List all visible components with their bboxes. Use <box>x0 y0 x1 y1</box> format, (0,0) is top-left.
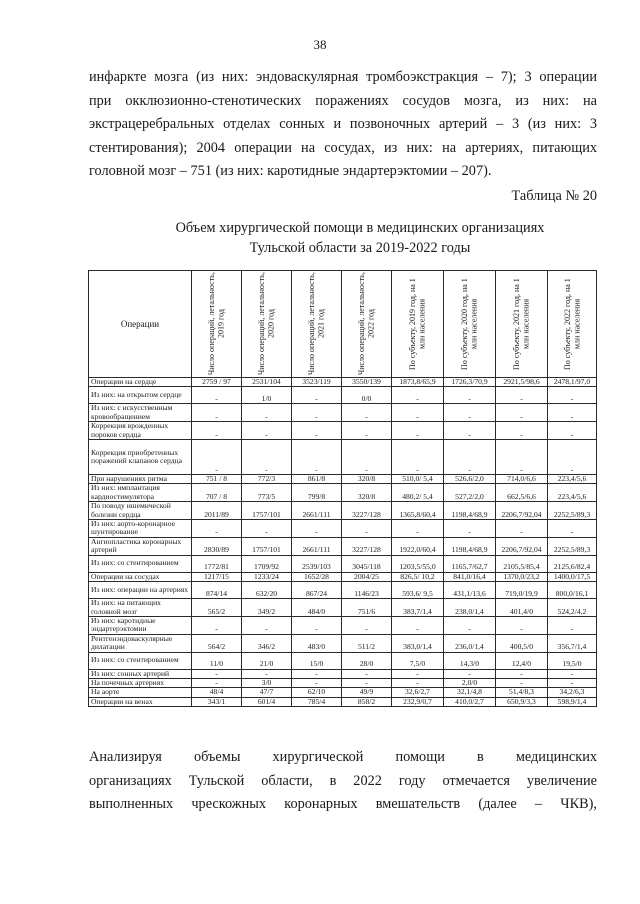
row-label: По поводу ишемической болезни сердца <box>89 502 192 520</box>
table-row <box>89 572 597 581</box>
table-cell: 383,7/1,4 <box>392 599 444 617</box>
table-cell: - <box>444 616 496 634</box>
table-cell: - <box>242 669 292 678</box>
table-cell: 2759 / 97 <box>192 378 242 387</box>
table-cell: 2661/111 <box>292 537 342 555</box>
table-cell: 2478,1/97,0 <box>548 378 597 387</box>
table-cell: - <box>192 520 242 538</box>
table-cell: 12,4/0 <box>496 652 548 669</box>
table-cell: - <box>242 520 292 538</box>
table-cell: 3550/139 <box>342 378 392 387</box>
table-cell: 21/0 <box>242 652 292 669</box>
table-cell: - <box>548 387 597 404</box>
table-cell: 1772/81 <box>192 555 242 572</box>
table-cell: 383,0/1,4 <box>392 634 444 652</box>
table-row <box>89 475 597 484</box>
table-cell: - <box>548 440 597 475</box>
table-row <box>89 555 597 572</box>
table-cell: 593,6/ 9,5 <box>392 582 444 599</box>
table-cell: 2252,5/89,3 <box>548 502 597 520</box>
table-cell: - <box>342 616 392 634</box>
table-cell: 1652/28 <box>292 572 342 581</box>
table-row <box>89 520 597 538</box>
table-cell: - <box>292 669 342 678</box>
header-label: Число операций, летальность, 2021 год <box>307 272 326 376</box>
table-cell: 1233/24 <box>242 572 292 581</box>
table-cell: 2011/89 <box>192 502 242 520</box>
table-cell: 598,9/1,4 <box>548 697 597 706</box>
table-cell: - <box>342 422 392 440</box>
table-title-line: Объем хирургической помощи в медицинских организациях <box>175 220 545 236</box>
table-cell: 841,0/16,4 <box>444 572 496 581</box>
table-row <box>89 537 597 555</box>
table-row <box>89 582 597 599</box>
table-cell: 785/4 <box>292 697 342 706</box>
table-cell: 3227/128 <box>342 537 392 555</box>
header-2019-per-million <box>392 271 444 378</box>
table-cell: - <box>242 616 292 634</box>
table-row <box>89 404 597 422</box>
table-row <box>89 697 597 706</box>
table-cell: 3045/118 <box>342 555 392 572</box>
table-cell: - <box>392 678 444 687</box>
table-cell: - <box>192 669 242 678</box>
table-cell: - <box>548 422 597 440</box>
table-cell: 1757/101 <box>242 502 292 520</box>
table-cell: - <box>444 404 496 422</box>
table-cell: 2125,6/82,4 <box>548 555 597 572</box>
table-cell: 2539/103 <box>292 555 342 572</box>
table-cell: 1/0 <box>242 387 292 404</box>
table-cell: - <box>392 422 444 440</box>
table-cell: 1165,7/62,7 <box>444 555 496 572</box>
table-cell: - <box>496 669 548 678</box>
table-cell: 3/0 <box>242 678 292 687</box>
outro-line: организациях Тульской области, в 2022 году отмечается увеличение <box>89 772 597 789</box>
table-row <box>89 378 597 387</box>
table-cell: 62/10 <box>292 688 342 697</box>
table-cell: 410,0/2,7 <box>444 697 496 706</box>
table-label: Таблица № 20 <box>511 188 597 204</box>
table-row <box>89 599 597 617</box>
table-cell: 650,9/3,3 <box>496 697 548 706</box>
table-row <box>89 422 597 440</box>
row-label: Из них: сонных артерий <box>89 669 192 678</box>
row-label: Коррекция приобретенных поражений клапанов сердца <box>89 440 192 475</box>
table-cell: 564/2 <box>192 634 242 652</box>
table-cell: - <box>342 678 392 687</box>
intro-line: при окклюзионно-стенотических поражениях сосудов мозга, из них: на <box>89 92 597 109</box>
table-cell: - <box>192 440 242 475</box>
table-cell: 662,5/6,6 <box>496 484 548 502</box>
row-label: Из них: с искусственным кровообращением <box>89 404 192 422</box>
table-cell: 1217/15 <box>192 572 242 581</box>
table-cell: 2921,5/98,6 <box>496 378 548 387</box>
table-cell: 1922,0/60,4 <box>392 537 444 555</box>
table-cell: 1873,8/65,9 <box>392 378 444 387</box>
table-cell: 356,7/1,4 <box>548 634 597 652</box>
table-cell: 2206,7/92,04 <box>496 502 548 520</box>
table-cell: 2830/89 <box>192 537 242 555</box>
table-cell: - <box>496 422 548 440</box>
table-cell: - <box>242 440 292 475</box>
table-cell: 223,4/5,6 <box>548 475 597 484</box>
table-cell: - <box>496 678 548 687</box>
table-cell: 401,4/0 <box>496 599 548 617</box>
table-cell: 48/4 <box>192 688 242 697</box>
table-cell: 773/5 <box>242 484 292 502</box>
table-title <box>80 218 640 258</box>
row-label: На почечных артериях <box>89 678 192 687</box>
row-label: Операции на сердце <box>89 378 192 387</box>
header-label: Число операций, летальность, 2020 год <box>257 272 276 376</box>
table-cell: - <box>292 616 342 634</box>
table-row <box>89 484 597 502</box>
table-cell: 320/8 <box>342 484 392 502</box>
table-cell: - <box>444 520 496 538</box>
table-cell: 772/3 <box>242 475 292 484</box>
table-cell: 874/14 <box>192 582 242 599</box>
table-cell: 858/2 <box>342 697 392 706</box>
row-label: Из них: на открытом сердце <box>89 387 192 404</box>
table-cell: 751 / 8 <box>192 475 242 484</box>
table-cell: - <box>548 669 597 678</box>
table-cell: 232,9/0,7 <box>392 697 444 706</box>
row-label: Рентгенэндоваскулярные дилатации <box>89 634 192 652</box>
table-row <box>89 616 597 634</box>
row-label: Из них: аорто-коронарное шунтирование <box>89 520 192 538</box>
table-cell: - <box>292 678 342 687</box>
table-cell: 28/0 <box>342 652 392 669</box>
row-label: Из них: на питающих головной мозг <box>89 599 192 617</box>
table-cell: 1370,0/23,2 <box>496 572 548 581</box>
table-cell: - <box>444 387 496 404</box>
table-cell: 2206,7/92,04 <box>496 537 548 555</box>
table-cell: - <box>292 387 342 404</box>
table-cell: 510,0/ 5,4 <box>392 475 444 484</box>
table-body <box>89 378 597 707</box>
table-cell: 431,1/13,6 <box>444 582 496 599</box>
table-cell: - <box>292 404 342 422</box>
intro-paragraph <box>89 66 597 184</box>
intro-line: стентирования); 2004 операции на сосудах, из них: на артериях, питающих <box>89 139 597 156</box>
header-2019-count <box>192 271 242 378</box>
table-cell: 1757/101 <box>242 537 292 555</box>
intro-line: инфаркте мозга (из них: эндоваскулярная тромбоэкстракция – 7); 3 операции <box>89 69 597 85</box>
table-cell: 7,5/0 <box>392 652 444 669</box>
header-2020-count <box>242 271 292 378</box>
outro-line: выполненных чрескожных коронарных вмешательств (далее – ЧКВ), <box>89 796 597 813</box>
outro-line: Анализируя объемы хирургической помощи в медицинских <box>89 749 597 765</box>
table-cell: - <box>342 520 392 538</box>
table-row <box>89 634 597 652</box>
header-2020-per-million <box>444 271 496 378</box>
table-cell: 1400,0/17,5 <box>548 572 597 581</box>
table-cell: - <box>242 404 292 422</box>
table-cell: 632/20 <box>242 582 292 599</box>
table-cell: - <box>496 616 548 634</box>
table-header-row <box>89 271 597 378</box>
table-cell: 480,2/ 5,4 <box>392 484 444 502</box>
table-cell: - <box>192 678 242 687</box>
page-number: 38 <box>313 37 327 52</box>
table-cell: - <box>548 678 597 687</box>
row-label: Из них: со стентированием <box>89 652 192 669</box>
intro-line: головной мозг – 751 (из них: каротидные эндартерэктомии – 207). <box>89 163 492 180</box>
table-row <box>89 678 597 687</box>
header-label: Число операций, летальность, 2022 год <box>357 272 376 376</box>
table-cell: 1709/92 <box>242 555 292 572</box>
row-label: Из них: имплантация кардиостимулятора <box>89 484 192 502</box>
table-cell: 15/0 <box>292 652 342 669</box>
table-cell: - <box>496 404 548 422</box>
table-cell: 236,0/1,4 <box>444 634 496 652</box>
table-cell: 2004/25 <box>342 572 392 581</box>
table-cell: - <box>548 404 597 422</box>
table-cell: 49/9 <box>342 688 392 697</box>
table-row <box>89 502 597 520</box>
table-cell: - <box>342 669 392 678</box>
intro-line: экстрацеребральных отделах сонных и позвоночных артерий – 3 (из них: 3 <box>89 116 597 133</box>
table-cell: 1203,5/55,0 <box>392 555 444 572</box>
table-cell: 1198,4/68,9 <box>444 502 496 520</box>
row-label: На аорте <box>89 688 192 697</box>
table-cell: 526,6/2,0 <box>444 475 496 484</box>
table-cell: 601/4 <box>242 697 292 706</box>
header-label: Число операций, летальность, 2019 год <box>207 272 226 376</box>
table-cell: 483/0 <box>292 634 342 652</box>
table-cell: 707 / 8 <box>192 484 242 502</box>
table-cell: - <box>548 520 597 538</box>
table-cell: - <box>192 422 242 440</box>
table-cell: - <box>444 440 496 475</box>
table-cell: - <box>192 387 242 404</box>
table-cell: 2661/111 <box>292 502 342 520</box>
table-cell: - <box>292 422 342 440</box>
table-cell: 19,5/0 <box>548 652 597 669</box>
table-cell: 524,2/4,2 <box>548 599 597 617</box>
table-cell: 51,4/8,3 <box>496 688 548 697</box>
table-cell: 0/0 <box>342 387 392 404</box>
table-title-line: Тульской области за 2019-2022 годы <box>249 240 471 256</box>
table-cell: 320/8 <box>342 475 392 484</box>
row-label: Из них: операции на артериях <box>89 582 192 599</box>
table-cell: 714,0/6,6 <box>496 475 548 484</box>
header-label: По субъекту, 2022 год, на 1 млн населения <box>562 278 581 370</box>
table-cell: 343/1 <box>192 697 242 706</box>
table-cell: 1198,4/68,9 <box>444 537 496 555</box>
table-cell: - <box>192 616 242 634</box>
row-label: При нарушениях ритма <box>89 475 192 484</box>
row-label: Ангиопластика коронарных артерий <box>89 537 192 555</box>
table-cell: 349/2 <box>242 599 292 617</box>
table-cell: 1365,8/60,4 <box>392 502 444 520</box>
table-cell: - <box>496 387 548 404</box>
table-cell: 32,1/4,8 <box>444 688 496 697</box>
table-cell: - <box>496 520 548 538</box>
table-cell: - <box>342 440 392 475</box>
table-cell: 1726,3/70,9 <box>444 378 496 387</box>
table-row <box>89 387 597 404</box>
table-cell: 527,2/2,0 <box>444 484 496 502</box>
table-cell: - <box>444 669 496 678</box>
table-cell: 346/2 <box>242 634 292 652</box>
table-row <box>89 688 597 697</box>
table-cell: - <box>444 422 496 440</box>
table-cell: 800,0/16,1 <box>548 582 597 599</box>
outro-paragraph <box>89 746 597 817</box>
table-cell: - <box>392 404 444 422</box>
table-cell: 565/2 <box>192 599 242 617</box>
table-cell: 400,5/0 <box>496 634 548 652</box>
row-label: Из них: со стентированием <box>89 555 192 572</box>
table-cell: - <box>292 520 342 538</box>
header-2021-per-million <box>496 271 548 378</box>
row-label: Операции на сосудах <box>89 572 192 581</box>
table-cell: - <box>392 616 444 634</box>
surgery-volume-table <box>88 270 597 707</box>
table-cell: 238,0/1,4 <box>444 599 496 617</box>
table-cell: - <box>192 404 242 422</box>
table-cell: 751/6 <box>342 599 392 617</box>
table-cell: 719,0/19,9 <box>496 582 548 599</box>
table-cell: 3523/119 <box>292 378 342 387</box>
table-cell: 14,3/0 <box>444 652 496 669</box>
table-cell: 1146/23 <box>342 582 392 599</box>
table-cell: 484/0 <box>292 599 342 617</box>
header-2021-count <box>292 271 342 378</box>
table-cell: - <box>342 404 392 422</box>
table-cell: 3227/128 <box>342 502 392 520</box>
header-2022-count <box>342 271 392 378</box>
table-cell: - <box>496 440 548 475</box>
table-cell: 861/8 <box>292 475 342 484</box>
table-cell: 223,4/5,6 <box>548 484 597 502</box>
table-cell: 2531/104 <box>242 378 292 387</box>
table-cell: - <box>392 440 444 475</box>
table-cell: 2252,5/89,3 <box>548 537 597 555</box>
header-label: По субъекту, 2021 год, на 1 млн населения <box>512 278 531 370</box>
table-cell: 826,5/ 10,2 <box>392 572 444 581</box>
table-cell: 2105,5/85,4 <box>496 555 548 572</box>
table-cell: 867/24 <box>292 582 342 599</box>
row-label: Коррекция врожденных пороков сердца <box>89 422 192 440</box>
table-row <box>89 440 597 475</box>
table-cell: 34,2/6,3 <box>548 688 597 697</box>
table-cell: - <box>392 669 444 678</box>
header-operations: Операции <box>89 271 192 378</box>
row-label: Из них: каротидные эндартерэктомии <box>89 616 192 634</box>
table-cell: 11/0 <box>192 652 242 669</box>
table-cell: - <box>242 422 292 440</box>
header-label: По субъекту, 2019 год, на 1 млн населения <box>408 278 427 370</box>
table-row <box>89 652 597 669</box>
table-cell: - <box>548 616 597 634</box>
table-cell: 2,0/0 <box>444 678 496 687</box>
header-2022-per-million <box>548 271 597 378</box>
table-cell: 32,6/2,7 <box>392 688 444 697</box>
table-cell: 47/7 <box>242 688 292 697</box>
table-cell: 511/2 <box>342 634 392 652</box>
table-row <box>89 669 597 678</box>
table-cell: - <box>392 520 444 538</box>
header-label: По субъекту, 2020 год, на 1 млн населения <box>460 278 479 370</box>
table-cell: - <box>392 387 444 404</box>
table-cell: 799/8 <box>292 484 342 502</box>
row-label: Операции на венах <box>89 697 192 706</box>
table-cell: - <box>292 440 342 475</box>
